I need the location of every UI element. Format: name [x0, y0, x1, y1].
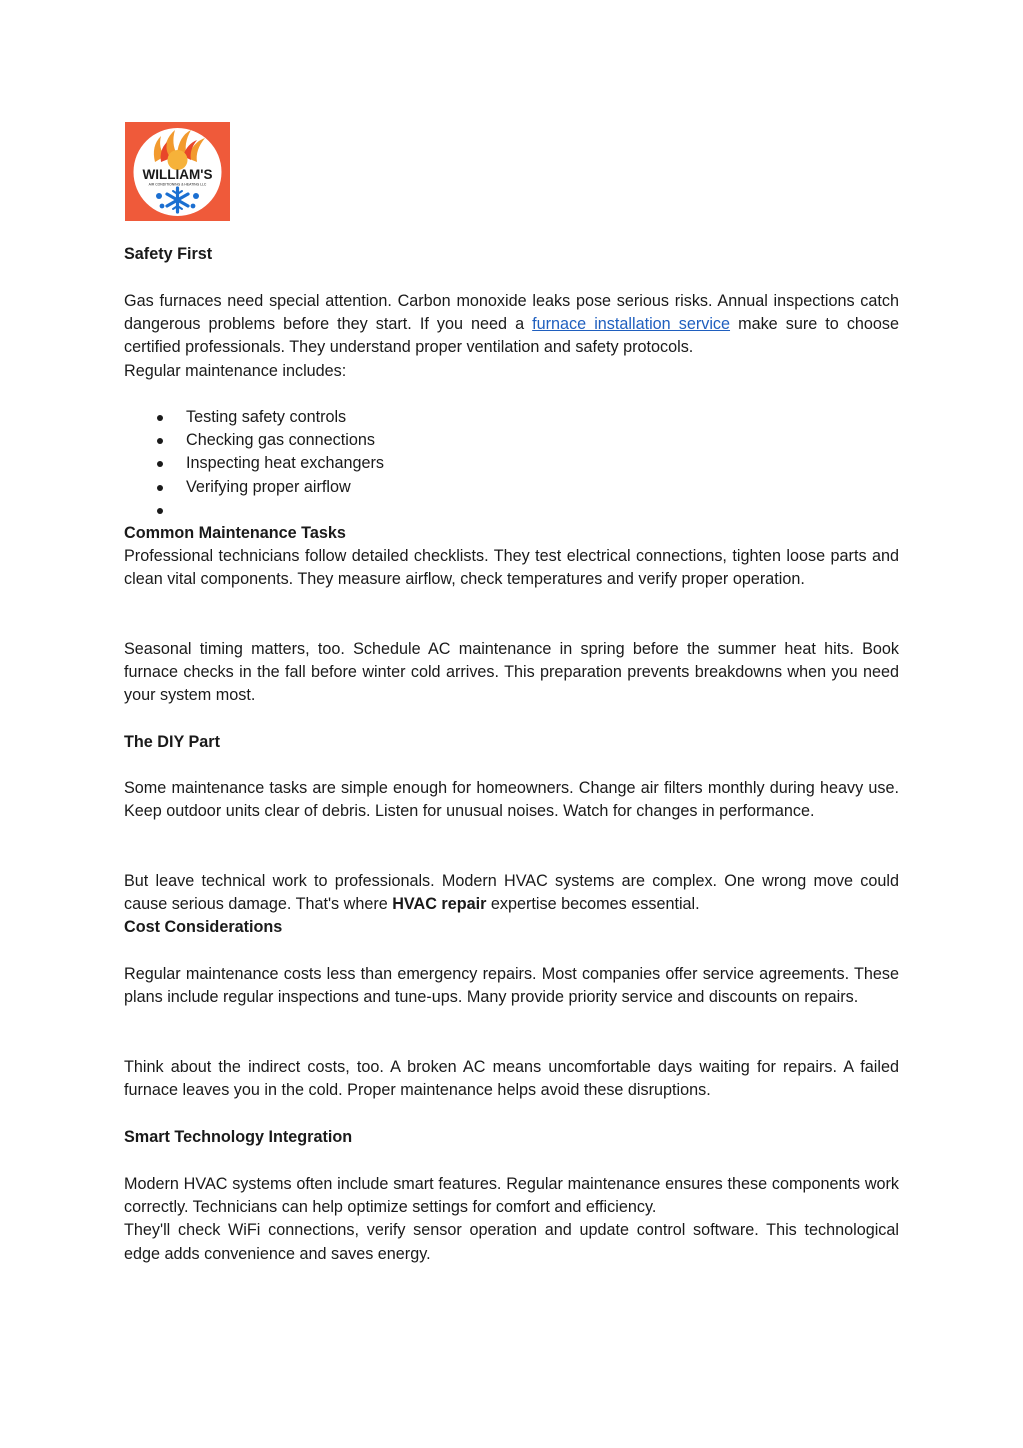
list-item-text: Verifying proper airflow	[186, 477, 351, 496]
safety-text-before-link: Gas furnaces need special attention. Carbon monoxide leaks pose serious risks. Annual inspections catch dangerous problems before they start. If you need a	[124, 292, 899, 334]
section-smart-technology	[124, 1126, 899, 1149]
diy-paragraph-2	[124, 870, 899, 916]
section-diy	[124, 731, 899, 754]
list-item-text: Checking gas connections	[186, 431, 375, 450]
furnace-installation-link[interactable]: furnace installation service	[532, 315, 731, 334]
smart-paragraph-2: They'll check WiFi connections, verify sensor operation and update control software. This technological edge adds convenience and saves energy.	[124, 1221, 899, 1263]
cost-paragraph-2: Think about the indirect costs, too. A broken AC means uncomfortable days waiting for repairs. A failed furnace leaves you in the cold. Proper maintenance helps avoid these disruptions.	[124, 1058, 899, 1100]
logo-graphic	[125, 122, 230, 221]
list-item-text: Inspecting heat exchangers	[186, 454, 384, 473]
safety-paragraph	[124, 290, 899, 383]
bullet-icon	[157, 508, 163, 514]
heading-cost-considerations: Cost Considerations	[124, 918, 283, 937]
list-item	[124, 499, 899, 522]
heading-safety-first: Safety First	[124, 245, 213, 263]
common-paragraph-2-block	[124, 638, 899, 708]
common-paragraph-2: Seasonal timing matters, too. Schedule AC maintenance in spring before the summer heat hits. Book furnace checks in the fall before winter cold arrives. This preparation prevents breakdowns when you need your system most.	[124, 640, 899, 705]
bullet-icon	[157, 485, 163, 491]
diy-paragraph-1-block	[124, 777, 899, 823]
diy-paragraph-2-block	[124, 870, 899, 940]
safety-paragraph-text	[124, 290, 899, 360]
company-logo	[125, 122, 230, 221]
list-item	[124, 429, 899, 452]
list-item	[124, 476, 899, 499]
heading-diy-part: The DIY Part	[124, 733, 220, 751]
smart-paragraphs-block	[124, 1173, 899, 1266]
section-safety	[124, 243, 899, 266]
heading-smart-technology: Smart Technology Integration	[124, 1128, 353, 1146]
bullet-icon	[157, 461, 163, 467]
diy-text-after-bold: expertise becomes essential.	[486, 895, 700, 914]
heading-common-maintenance-tasks: Common Maintenance Tasks	[124, 524, 346, 542]
safety-list-intro: Regular maintenance includes:	[124, 361, 347, 380]
cost-paragraph-2-block	[124, 1056, 899, 1102]
logo-brand-text: WILLIAM'S	[142, 167, 213, 182]
list-item-text: Testing safety controls	[186, 408, 347, 426]
bullet-icon	[157, 438, 163, 444]
cost-paragraph-1-block	[124, 963, 899, 1009]
smart-paragraph-1: Modern HVAC systems often include smart features. Regular maintenance ensures these components work correctly. Technicians can help optimize settings for comfort and efficiency.	[124, 1175, 899, 1217]
hvac-repair-bold: HVAC repair	[392, 895, 487, 914]
safety-checklist	[124, 406, 899, 522]
section-common-tasks	[124, 522, 899, 592]
bullet-icon	[157, 415, 163, 421]
common-paragraph-1: Professional technicians follow detailed checklists. They test electrical connections, tighten loose parts and clean vital components. They measure airflow, check temperatures and verify proper operation.	[124, 547, 899, 589]
safety-text-after-link: make sure to choose certified professionals. They understand proper ventilation and safety protocols.	[124, 315, 900, 357]
diy-text-before-bold: But leave technical work to professionals. Modern HVAC systems are complex. One wrong move could cause serious damage. That's where	[124, 872, 899, 914]
diy-paragraph-1: Some maintenance tasks are simple enough for homeowners. Change air filters monthly during heavy use. Keep outdoor units clear of debris. Listen for unusual noises. Watch for changes in performance.	[124, 779, 899, 821]
list-item	[124, 406, 899, 429]
cost-paragraph-1: Regular maintenance costs less than emergency repairs. Most companies offer service agreements. These plans include regular inspections and tune-ups. Many provide priority service and discounts on repairs.	[124, 965, 899, 1007]
logo-tagline-text: AIR CONDITIONING & HEATING LLC	[148, 182, 207, 187]
list-item	[124, 452, 899, 475]
